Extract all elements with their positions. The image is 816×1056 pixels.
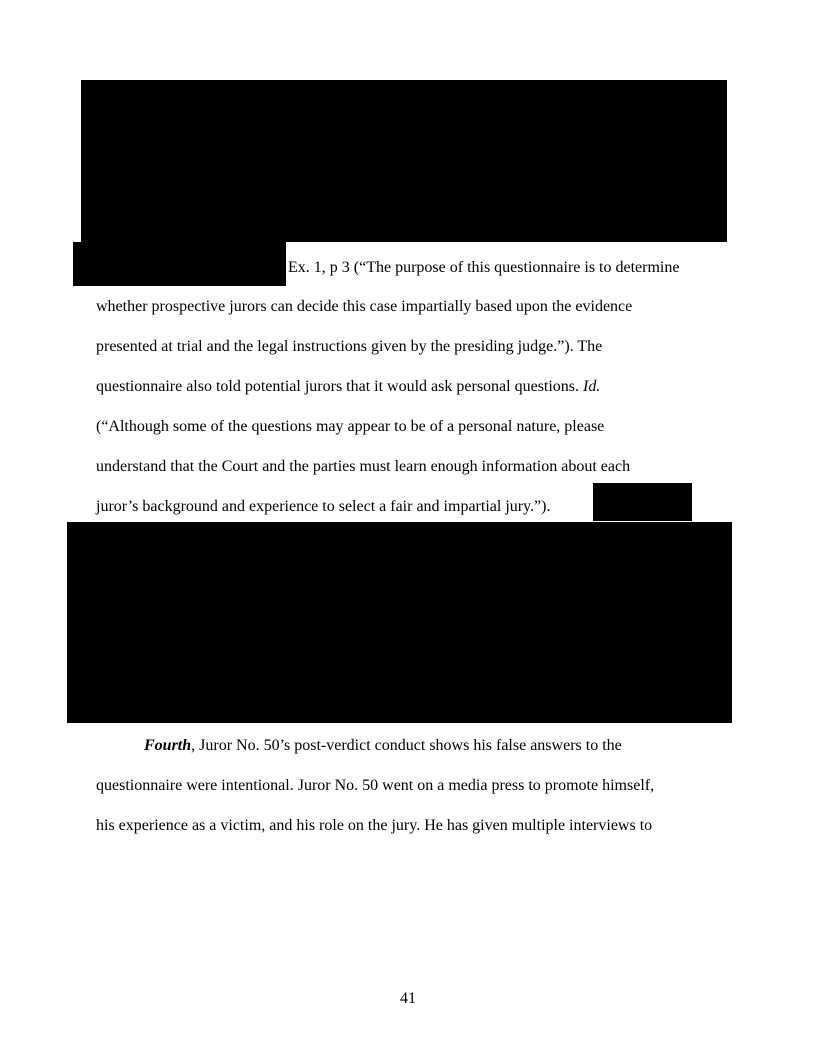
fourth-lead-word: Fourth	[144, 737, 192, 754]
body-line-7: juror’s background and experience to select a fair and impartial jury.”).	[96, 498, 551, 515]
page-number: 41	[400, 990, 416, 1007]
body-line-5: (“Although some of the questions may appear to be of a personal nature, please	[96, 418, 605, 435]
redaction-block-inline-right	[593, 483, 692, 521]
body-line-3: presented at trial and the legal instructions given by the presiding judge.”). The	[96, 338, 603, 355]
body-line-2: whether prospective jurors can decide this case impartially based upon the evidence	[96, 298, 633, 315]
redaction-block-middle	[67, 522, 732, 723]
id-citation: Id.	[583, 378, 601, 395]
redaction-block-inline-left	[73, 242, 286, 286]
body-line-8-text: , Juror No. 50’s post-verdict conduct shows his false answers to the	[191, 737, 622, 754]
body-line-9: questionnaire were intentional. Juror No. 50 went on a media press to promote himself,	[96, 777, 655, 794]
redaction-block-top	[81, 80, 727, 242]
body-line-1: Ex. 1, p 3 (“The purpose of this questionnaire is to determine	[288, 259, 680, 276]
body-line-4-text: questionnaire also told potential jurors that it would ask personal questions.	[96, 378, 580, 395]
body-line-4	[96, 377, 600, 397]
body-line-10: his experience as a victim, and his role on the jury. He has given multiple interviews to	[96, 817, 653, 834]
body-line-8	[144, 736, 622, 756]
body-line-6: understand that the Court and the parties must learn enough information about each	[96, 458, 631, 475]
